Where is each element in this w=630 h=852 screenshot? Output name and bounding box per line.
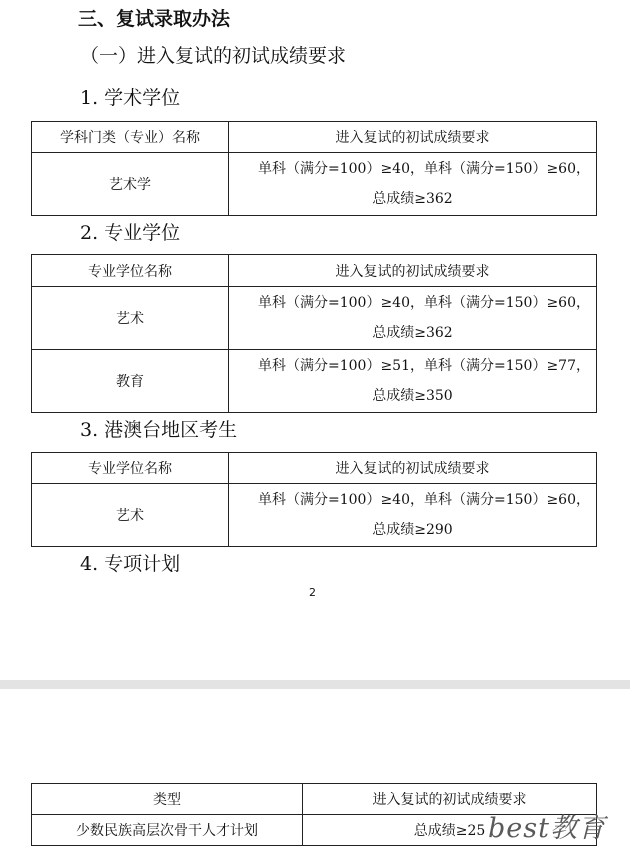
- subsection-title: （一）进入复试的初试成绩要求: [80, 45, 347, 67]
- table-header-name: 专业学位名称: [32, 255, 229, 287]
- requirement-cell: [229, 287, 597, 350]
- special-plan-heading: 4. 专项计划: [80, 553, 181, 575]
- page-break-gap: [0, 680, 630, 689]
- section-title: 三、复试录取办法: [78, 8, 231, 30]
- table-header-name: 学科门类（专业）名称: [32, 122, 229, 153]
- table-header-requirement: 进入复试的初试成绩要求: [229, 255, 597, 287]
- degree-name-cell: 教育: [32, 350, 229, 413]
- plan-type-cell: 少数民族高层次骨干人才计划: [32, 815, 303, 846]
- table-header-name: 专业学位名称: [32, 453, 229, 484]
- professional-table: [31, 254, 597, 413]
- requirement-total: 总成绩≥350: [372, 388, 453, 404]
- table-header-requirement: 进入复试的初试成绩要求: [303, 784, 597, 815]
- hmt-table: [31, 452, 597, 547]
- table-row: [32, 484, 597, 547]
- table-header-row: [32, 453, 597, 484]
- requirement-cell: [229, 484, 597, 547]
- requirement-total: 总成绩≥362: [372, 191, 453, 207]
- requirement-cell: 总成绩≥25: [303, 815, 597, 846]
- requirement-line: 单科（满分=100）≥40，单科（满分=150）≥60，: [258, 161, 590, 177]
- requirement-cell: [229, 350, 597, 413]
- professional-heading: 2. 专业学位: [80, 222, 181, 244]
- requirement-cell: [229, 153, 597, 216]
- page-number: 2: [309, 586, 316, 599]
- requirement-total: 总成绩≥290: [372, 522, 453, 538]
- degree-name-cell: 艺术: [32, 484, 229, 547]
- degree-name-cell: 艺术: [32, 287, 229, 350]
- table-header-row: [32, 255, 597, 287]
- table-header-row: [32, 122, 597, 153]
- requirement-total: 总成绩≥362: [372, 325, 453, 341]
- table-header-requirement: 进入复试的初试成绩要求: [229, 453, 597, 484]
- requirement-line: 单科（满分=100）≥40，单科（满分=150）≥60，: [258, 492, 590, 508]
- watermark-logo: best教育: [488, 813, 606, 844]
- requirement-line: 单科（满分=100）≥40，单科（满分=150）≥60，: [258, 295, 590, 311]
- academic-heading: 1. 学术学位: [80, 87, 181, 109]
- table-row: [32, 153, 597, 216]
- hmt-heading: 3. 港澳台地区考生: [80, 419, 238, 441]
- table-row: [32, 287, 597, 350]
- requirement-line: 单科（满分=100）≥51，单科（满分=150）≥77，: [258, 358, 590, 374]
- table-header-type: 类型: [32, 784, 303, 815]
- academic-table: [31, 121, 597, 216]
- table-row: [32, 350, 597, 413]
- discipline-name-cell: 艺术学: [32, 153, 229, 216]
- table-header-requirement: 进入复试的初试成绩要求: [229, 122, 597, 153]
